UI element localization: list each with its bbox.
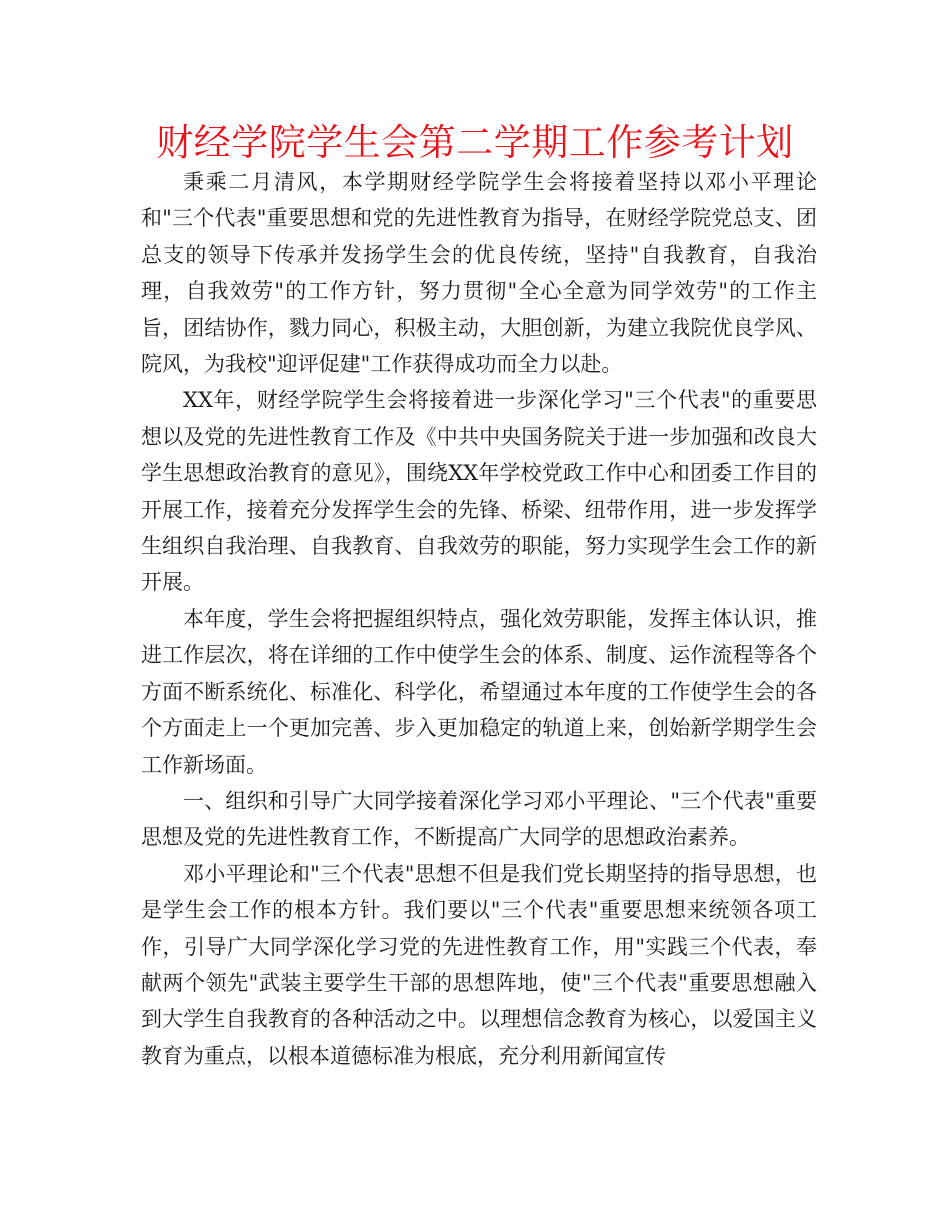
paragraph-intro: 秉乘二月清风，本学期财经学院学生会将接着坚持以邓小平理论和"三个代表"重要思想和党的先进性教育为指导，在财经学院党总支、团总支的领导下传承并发扬学生会的优良传统，坚持"自我教育，自我治理，自我效劳"的工作方针，努力贯彻"全心全意为同学效劳"的工作主旨，团结协作，戮力同心，积极主动，大胆创新，为建立我院优良学风、院风，为我校"迎评促建"工作获得成功而全力以赴。 — [141, 170, 817, 377]
section-heading-one: 一、组织和引导广大同学接着深化学习邓小平理论、"三个代表"重要思想及党的先进性教育工作，不断提高广大同学的思想政治素养。 — [141, 788, 817, 850]
document-body — [141, 164, 817, 1074]
document-title: 财经学院学生会第二学期工作参考计划 — [156, 121, 794, 164]
paragraph-year-plan: 本年度，学生会将把握组织特点，强化效劳职能，发挥主体认识，推进工作层次，将在详细的工作中使学生会的体系、制度、运作流程等各个方面不断系统化、标准化、科学化，希望通过本年度的工作使学生会的各个方面走上一个更加完善、步入更加稳定的轨道上来，创始新学期学生会工作新场面。 — [141, 606, 817, 777]
paragraph-annual-goals: XX年，财经学院学生会将接着进一步深化学习"三个代表"的重要思想以及党的先进性教育工作及《中共中央国务院关于进一步加强和改良大学生思想政治教育的意见》，围绕XX年学校党政工作中心和团委工作目的开展工作，接着充分发挥学生会的先锋、桥梁、纽带作用，进一步发挥学生组织自我治理、自我教育、自我效劳的职能，努力实现学生会工作的新开展。 — [141, 388, 817, 595]
paragraph-theory-study: 邓小平理论和"三个代表"思想不但是我们党长期坚持的指导思想，也是学生会工作的根本方针。我们要以"三个代表"重要思想来统领各项工作，引导广大同学深化学习党的先进性教育工作，用"实践三个代表，奉献两个领先"武装主要学生干部的思想阵地，使"三个代表"重要思想融入到大学生自我教育的各种活动之中。以理想信念教育为核心，以爱国主义教育为重点，以根本道德标准为根底，充分利用新闻宣传 — [141, 861, 817, 1068]
